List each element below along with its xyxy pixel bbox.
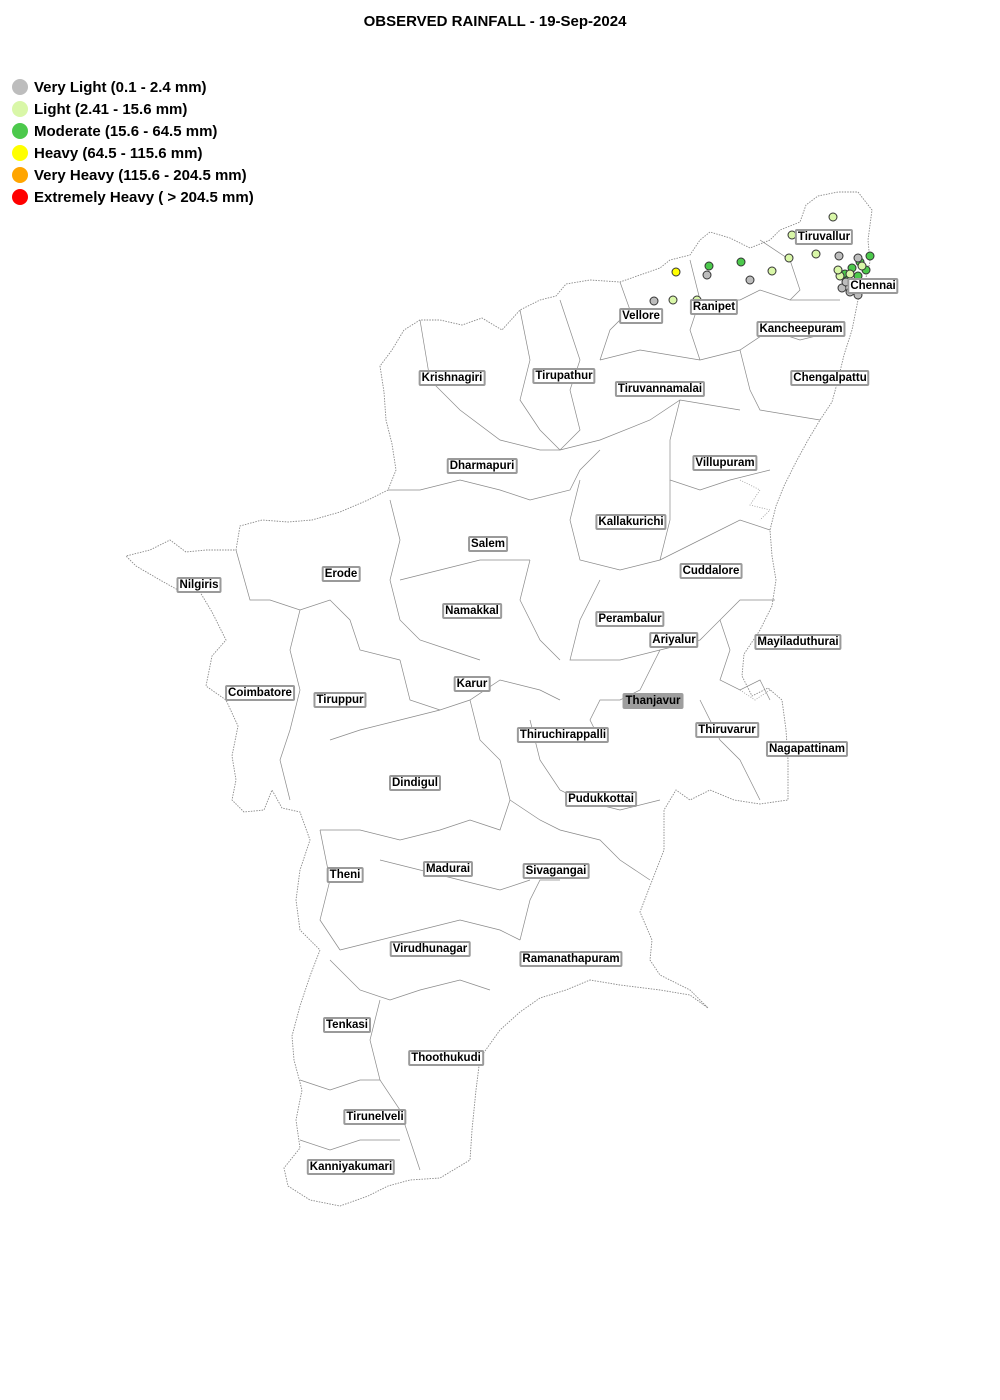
label-tiruppur: Tiruppur	[313, 692, 366, 708]
station-marker	[812, 250, 820, 258]
label-pudukkottai: Pudukkottai	[565, 791, 637, 807]
station-marker	[835, 252, 843, 260]
label-cuddalore: Cuddalore	[680, 563, 743, 579]
label-erode: Erode	[322, 566, 361, 582]
station-marker	[746, 276, 754, 284]
station-marker	[705, 262, 713, 270]
label-salem: Salem	[468, 536, 508, 552]
label-thiruchirappalli: Thiruchirappalli	[517, 727, 609, 743]
station-marker	[669, 296, 677, 304]
label-nilgiris: Nilgiris	[177, 577, 222, 593]
label-karur: Karur	[454, 676, 491, 692]
map-title: OBSERVED RAINFALL - 19-Sep-2024	[363, 13, 627, 30]
label-chennai: Chennai	[847, 278, 898, 294]
station-marker	[703, 271, 711, 279]
label-dindigul: Dindigul	[389, 775, 441, 791]
label-dharmapuri: Dharmapuri	[447, 458, 518, 474]
label-krishnagiri: Krishnagiri	[419, 370, 486, 386]
station-marker	[858, 262, 866, 270]
station-marker	[829, 213, 837, 221]
label-tenkasi: Tenkasi	[323, 1017, 371, 1033]
station-marker	[846, 270, 854, 278]
label-tirunelveli: Tirunelveli	[343, 1109, 406, 1125]
legend-label: Moderate (15.6 - 64.5 mm)	[34, 122, 218, 140]
label-coimbatore: Coimbatore	[225, 685, 295, 701]
label-villupuram: Villupuram	[692, 455, 757, 471]
station-marker	[866, 252, 874, 260]
label-kallakurichi: Kallakurichi	[595, 514, 666, 530]
label-ramanathapuram: Ramanathapuram	[519, 951, 622, 967]
station-marker	[650, 297, 658, 305]
label-nagapattinam: Nagapattinam	[766, 741, 848, 757]
label-kanniyakumari: Kanniyakumari	[307, 1159, 395, 1175]
coastal-backwaters	[740, 480, 770, 700]
label-thanjavur: Thanjavur	[623, 693, 684, 709]
label-theni: Theni	[327, 867, 364, 883]
station-marker	[834, 266, 842, 274]
label-sivagangai: Sivagangai	[523, 863, 590, 879]
legend-label: Light (2.41 - 15.6 mm)	[34, 100, 188, 118]
label-virudhunagar: Virudhunagar	[390, 941, 471, 957]
label-tirupathur: Tirupathur	[532, 368, 595, 384]
label-ariyalur: Ariyalur	[649, 632, 698, 648]
label-namakkal: Namakkal	[442, 603, 502, 619]
label-mayiladuthurai: Mayiladuthurai	[754, 634, 841, 650]
label-vellore: Vellore	[619, 308, 663, 324]
legend-label: Very Light (0.1 - 2.4 mm)	[34, 78, 207, 96]
label-chengalpattu: Chengalpattu	[790, 370, 869, 386]
station-marker	[768, 267, 776, 275]
label-madurai: Madurai	[423, 861, 473, 877]
label-ranipet: Ranipet	[690, 299, 738, 315]
label-thiruvarur: Thiruvarur	[695, 722, 759, 738]
legend-label: Extremely Heavy ( > 204.5 mm)	[34, 188, 254, 206]
station-marker	[672, 268, 680, 276]
label-perambalur: Perambalur	[595, 611, 664, 627]
legend-label: Very Heavy (115.6 - 204.5 mm)	[34, 166, 247, 184]
label-tiruvallur: Tiruvallur	[795, 229, 853, 245]
station-marker	[737, 258, 745, 266]
label-tiruvannamalai: Tiruvannamalai	[615, 381, 705, 397]
station-marker	[785, 254, 793, 262]
station-marker	[854, 254, 862, 262]
label-thoothukudi: Thoothukudi	[408, 1050, 484, 1066]
rain-gauge-stations	[650, 213, 874, 305]
label-kancheepuram: Kancheepuram	[756, 321, 845, 337]
legend-label: Heavy (64.5 - 115.6 mm)	[34, 144, 203, 162]
